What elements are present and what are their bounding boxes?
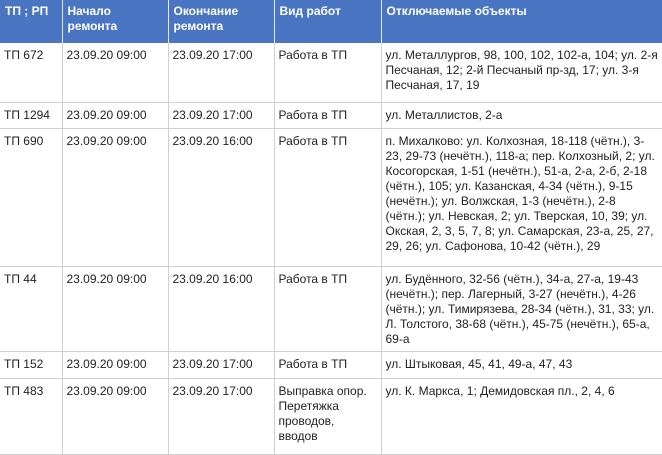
cell-end: 23.09.20 17:00 [168,103,274,129]
cell-end: 23.09.20 17:00 [168,379,274,455]
cell-work: Работа в ТП [274,267,381,352]
cell-end: 23.09.20 16:00 [168,129,274,267]
cell-objects: ул. Будённого, 32-56 (чётн.), 34-а, 27-а, 19-43 (нечётн.); пер. Лагерный, 3-27 (нечётн.), 4-26 (чётн.); ул. Тимирязева, 28-34 (чётн.), 31, 33; ул. Л. Толстого, 38-68 (чётн.), 45-75 (нечётн.), 65-а, 69-а [381,267,662,352]
header-tp: ТП ; РП [0,0,62,43]
cell-end: 23.09.20 17:00 [168,43,274,103]
cell-end: 23.09.20 16:00 [168,267,274,352]
cell-tp: ТП 44 [0,267,62,352]
header-objects: Отключаемые объекты [381,0,662,43]
cell-work: Работа в ТП [274,103,381,129]
cell-start: 23.09.20 09:00 [62,379,168,455]
cell-objects: п. Михалково: ул. Колхозная, 18-118 (чётн.), 3-23, 29-73 (нечётн.), 118-а; пер. Колхозный, 2; ул. Косогорская, 1-51 (нечётн.), 51-а, 2-а, 2-б, 2-18 (чётн.), 105; ул. Казанская, 4-34 (чётн.), 9-15 (нечётн.); ул. Волжская, 1-3 (нечётн.), 2-8 (чётн.); ул. Невская, 2; ул. Тверская, 10, 39; ул. Окская, 2, 3, 5, 7, 8; ул. Самарская, 23-а, 25, 27, 29, 26; ул. Сафонова, 10-42 (чётн.), 29 [381,129,662,267]
cell-tp: ТП 152 [0,352,62,379]
cell-work: Работа в ТП [274,129,381,267]
table-row [0,379,662,455]
header-work: Вид работ [274,0,381,43]
table-row [0,352,662,379]
table-row [0,267,662,352]
cell-tp: ТП 690 [0,129,62,267]
cell-work: Работа в ТП [274,352,381,379]
cell-start: 23.09.20 09:00 [62,267,168,352]
cell-start: 23.09.20 09:00 [62,43,168,103]
table-row [0,103,662,129]
cell-objects: ул. Металлистов, 2-а [381,103,662,129]
cell-objects: ул. Штыковая, 45, 41, 49-а, 47, 43 [381,352,662,379]
cell-tp: ТП 1294 [0,103,62,129]
cell-objects: ул. К. Маркса, 1; Демидовская пл., 2, 4, 6 [381,379,662,455]
table-row [0,43,662,103]
cell-start: 23.09.20 09:00 [62,103,168,129]
cell-tp: ТП 483 [0,379,62,455]
cell-work: Выправка опор. Перетяжка проводов, вводов [274,379,381,455]
cell-start: 23.09.20 09:00 [62,129,168,267]
cell-start: 23.09.20 09:00 [62,352,168,379]
table-header-row [0,0,662,43]
cell-end: 23.09.20 17:00 [168,352,274,379]
cell-objects: ул. Металлургов, 98, 100, 102, 102-а, 104; ул. 2-я Песчаная, 12; 2-й Песчаный пр-зд, 17; ул. 3-я Песчаная, 17, 19 [381,43,662,103]
header-start: Начало ремонта [62,0,168,43]
cell-tp: ТП 672 [0,43,62,103]
header-end: Окончание ремонта [168,0,274,43]
table-row [0,129,662,267]
cell-work: Работа в ТП [274,43,381,103]
